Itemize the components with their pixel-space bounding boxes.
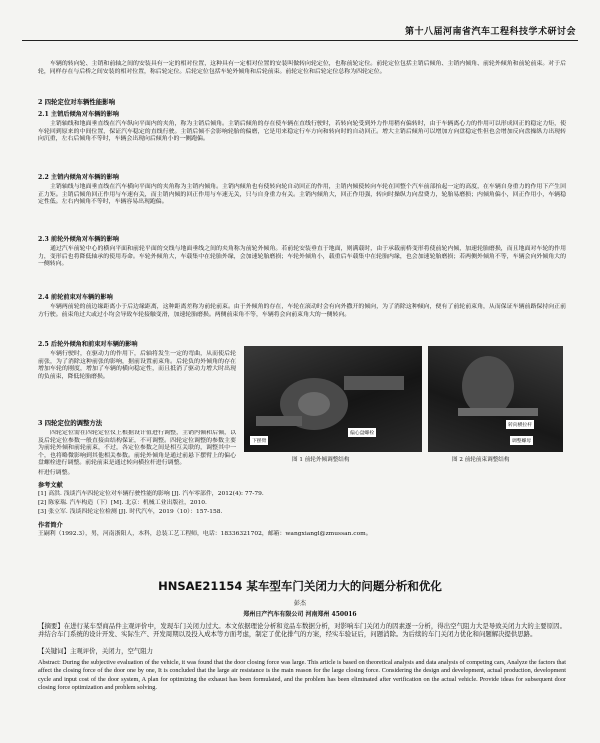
fig1-arm (344, 376, 404, 390)
figure-1-image (244, 346, 422, 452)
section-3-heading: 3 四轮定位的调整方法 (38, 419, 103, 427)
section-2-3-heading: 2.3 前轮外倾角对车辆的影响 (38, 236, 119, 243)
section-2-2-text: 主销轴线与地面垂直线在汽车横向平面内的夹角称为主销内倾角。主销内倾角也有使转向轮自动回正的作用，主销内倾使转向车轮在回整个汽车前部抬起一定的高度，在车辆自身重力的作用下产生回正力矩。主销后倾角回正作用与车速有关，而主销内倾的回正作用与车速无关，只与自身重力有关。主销内倾角大，回正作用强，转向时操纵力向盘费力，轮胎易磨损；内倾角偏小，回正作用小，车辆稳定性低。左右内倾角不等时，车辆容易出现跑偏。 (38, 184, 566, 205)
paper2-author: 彭杰 (293, 600, 306, 607)
section-2-5-text: 车辆行驶时，在驱动力的作用下，后轴将发生一定的弯曲，从而使后轮前张，为了消除这种前张的影响，据前设置前束角。后轮负的外倾角的存在增加车轮的刚度，增加了车辆的横向稳定性，而且抵消了驱动力增大时出现的负前束，降低轮胎磨损。 (38, 351, 236, 380)
intro-paragraph: 车辆的转向轮、主销和前轴之间的安装具有一定的相对位置，这种具有一定相对位置的安装叫做转向轮定位，也称前轮定位。前轮定位包括主销后倾角、主销内倾角、前轮外倾角和前轮前束。对于后轮，同样存在与后桥之间安装的相对位置，称后轮定位。后轮定位包括车轮外倾角和后轮前束。前轮定位和后轮定位总称为四轮定位。 (38, 61, 566, 75)
figure-1-caption: 图 1 前轮外倾调整结构 (292, 457, 350, 463)
section-2-4-text: 车辆两前轮的前边缘距离小于后边缘距离，这种距离差称为前轮前束。由于外倾角的存在，车轮在滚动时会有向外撒开的倾向，为了消除这种倾向，便有了前轮前束角，从而保证车辆前路保持向正前方行驶。前束角过大或过小均会导致车轮接触变滑，加速轮胎磨损。两侧前束角不等，车辆将会向前束角大的一侧转向。 (38, 304, 566, 318)
figure-2-caption: 图 2 前轮前束调整结构 (452, 457, 510, 463)
section-2-heading: 2 四轮定位对车辆性能影响 (38, 98, 115, 106)
page-header (0, 0, 600, 44)
fig1-label-lower-arm: 下摆臂 (250, 436, 268, 445)
fig2-label-tie-rod: 转向横拉杆 (506, 420, 534, 429)
section-3-text: 四轮定位需在四轮定位仪上根据设计值进行调整，主销内倾和后倾，以及后轮定位参数一般直接由结构保证，不可调整。四轮定位调整的参数主要为前轮外倾和前轮前束，不过，各定位参数之间是相互关联的，调整其中一个，也将略微影响到其他相关参数。前轮外倾角是通过前悬下摆臂上的偏心盘螺栓进行调整。前轮前束是通过转向横拉杆进行调整。 (38, 430, 236, 466)
figure-2-photo-drawing (428, 346, 563, 452)
author-bio: 王嗣利（1992.3），男，河南浙阳人，本科，总装工艺工程师，电话：18336321702，邮箱：wangxiangl@zmussan.com。 (38, 531, 372, 537)
section-2-2-heading: 2.2 主销内倾角对车辆的影响 (38, 174, 119, 181)
figure-1-photo-drawing (244, 346, 422, 452)
section-2-3-text: 通过汽车前轮中心的横向平面和前轮平面的交线与地面垂线之间的夹角称为前轮外倾角。若前轮安装垂直于地面，则满载时，由于承载前桥变形将使前轮内倾，加速轮胎磨损，而且地面对车轮的作用力，变形后也将降低轴承的使用寿命。车轮外倾角大，车载集中在轮胎外缘，会加速轮胎磨损；车轮外倾角小，载重后车载集中在轮胎内缘，也会加速轮胎磨损；若两侧外倾角不等，车辆会向外倾角大的一侧转向。 (38, 246, 566, 267)
section-2-4-heading: 2.4 前轮前束对车辆的影响 (38, 294, 113, 301)
section-2-5-heading: 2.5 后轮外倾角和前束对车辆的影响 (38, 341, 138, 348)
paper2-abstract-en: Abstract: During the subjective evaluation of the vehicle, it was found that the door closing force was large. This article is based on theoretical analysis and data analysis of competing cars, Analyze the factors that affect the closing force of the door one by one, It is concluded that the large air resistance is the main reason for the large closing force. Considering the design and development, actual production, development cycle and input cost of the door system, A plan for optimizing the exhaust has been formulated, and the problem has been eliminated after verification on the actual vehicle. Provide ideas for subsequent door closing force optimization and problem solving. (38, 659, 566, 692)
fig1-label-eccentric-bolt: 偏心盘螺栓 (348, 428, 376, 437)
fig2-label-adjust-nut: 调整螺母 (510, 436, 533, 445)
paper2-keywords: 【关键词】主观评价，关闭力，空气阻力 (38, 647, 154, 655)
section-2-1-heading: 2.1 主销后倾角对车辆的影响 (38, 111, 119, 118)
author-heading: 作者简介 (38, 522, 63, 529)
fig2-tie-rod (458, 408, 538, 416)
section-3-text-end: 杆进行调整。 (38, 470, 74, 476)
section-2-1-text: 主销轴线和地面垂直线在汽车纵向平面内的夹角，称为主销后倾角。主销后倾角的存在使车辆在直线行驶时，若转向轮受到外力作用稍有偏转时，由于车辆离心力的作用可以形成回正的稳定力矩，使车轮回到原来的中间位置，保证汽车稳定的直线行驶。主销后倾不会影响轮胎的偏磨，它是用来稳定行车方向和转向时的自动回正。增大主销后倾角可以增加方向盘稳定性但也会增加反向盘操纵力出现转向沉重，左右后倾角不等时，车辆会出现向后倾角小的一侧跑偏。 (38, 121, 566, 142)
reference-2: [2] 陈家瑞. 汽车构造（下）[M]. 北京：机械工业出版社，2010. (38, 500, 207, 506)
conference-title: 第十八届河南省汽车工程科技学术研讨会 (404, 27, 576, 37)
fig1-bolt (298, 392, 330, 416)
reference-1: [1] 高洪. 浅谈汽车四轮定位对车辆行驶性能的影响 [J]. 汽车零部件，2012(4): 77-79. (38, 491, 264, 497)
figure-2-image (428, 346, 563, 452)
paper2-affiliation: 郑州日产汽车有限公司 河南郑州 450016 (243, 611, 357, 618)
fig2-boot (462, 356, 514, 416)
paper2-abstract-cn: 【摘要】在进行某车型商品件主观评价中，发现车门关闭力过大。本文依据理论分析和竞品车数据分析，对影响车门关闭力的因素逐一分析，得出空气阻力大是导致关闭力大的主要原因。并结合车门系统的设计开发、实际生产、开发周期以及投入成本等方面考虑，制定了优化排气的方案，经实车验证后，问题消除。为后续的车门关闭力优化和问题解决提供思路。 (38, 622, 566, 639)
reference-3: [3] 张立军. 浅谈四轮定位检测 [J]. 时代汽车，2019（10）：157-158. (38, 509, 223, 515)
fig1-link (256, 416, 302, 426)
paper2-title: HNSAE21154 某车型车门关闭力大的问题分析和优化 (158, 579, 442, 593)
header-rule (22, 40, 578, 41)
references-heading: 参考文献 (38, 482, 63, 489)
